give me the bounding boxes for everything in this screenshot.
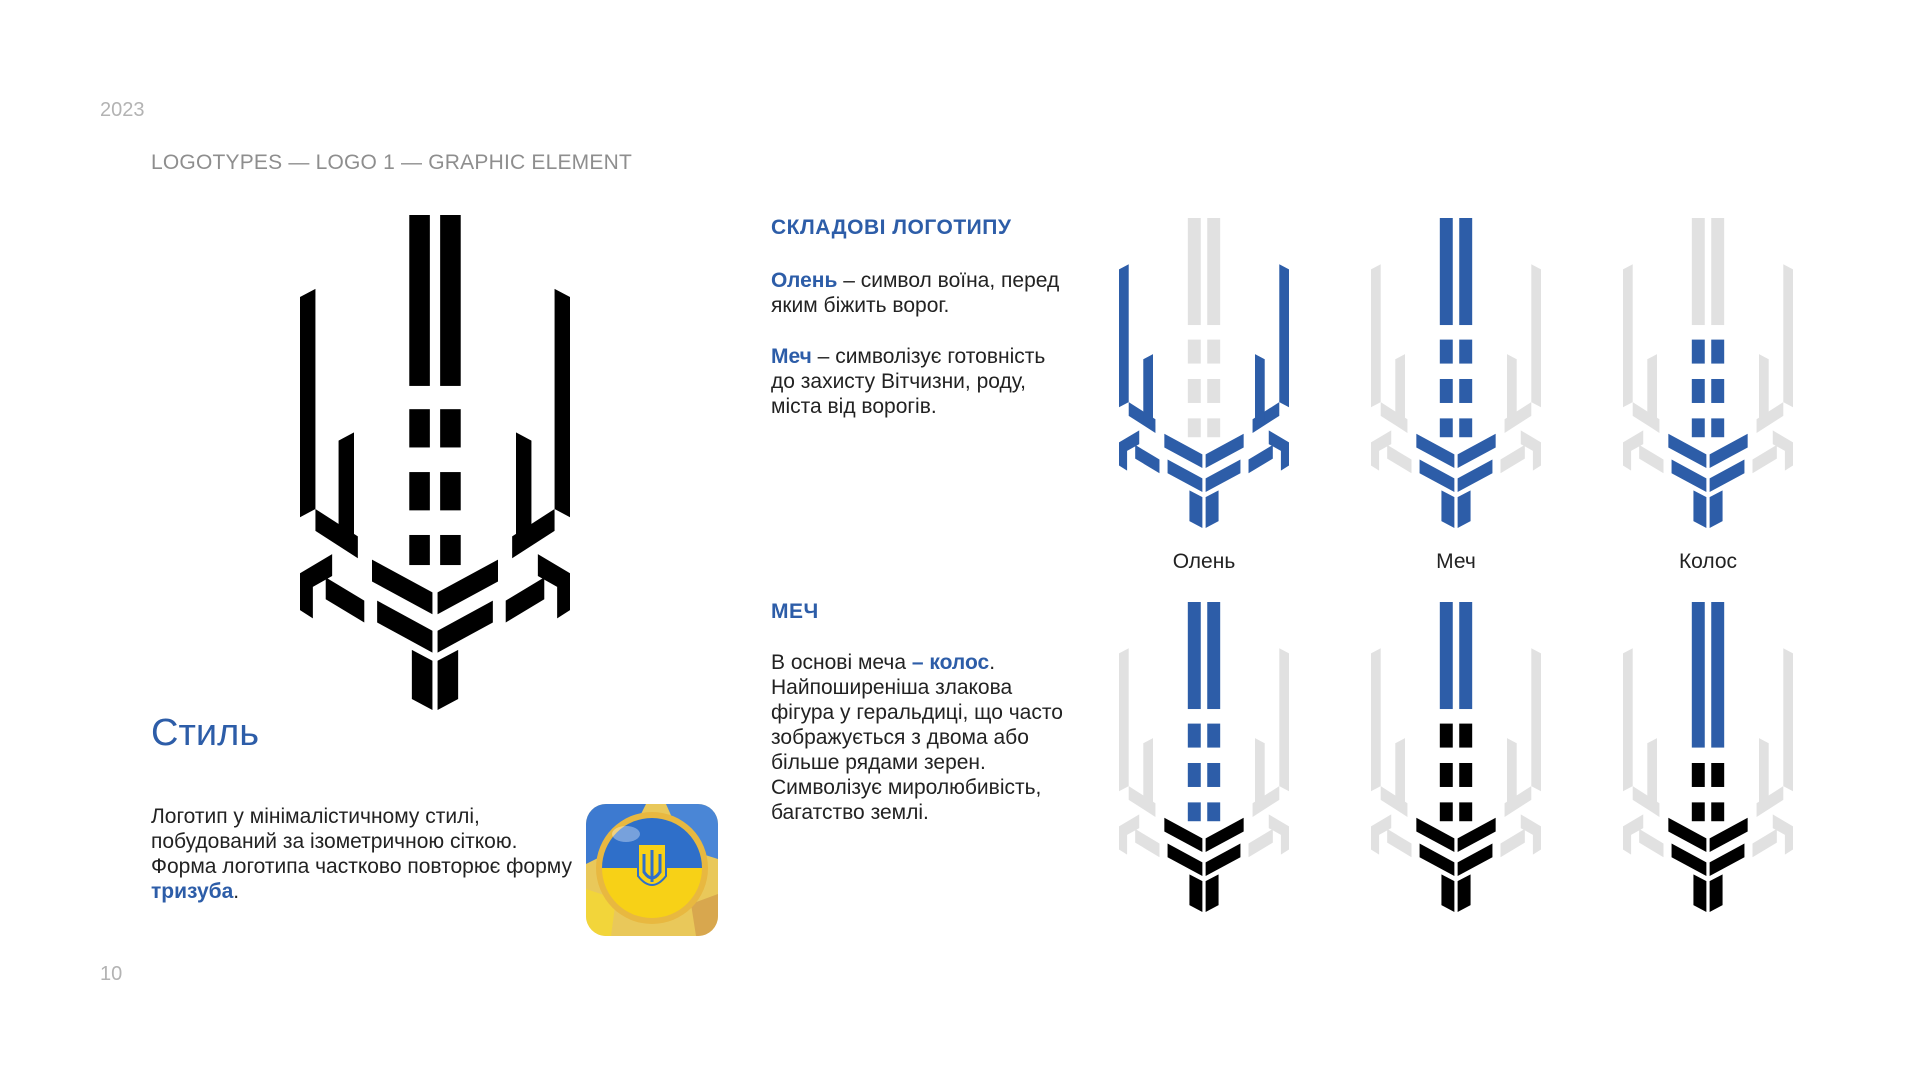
style-description — [151, 804, 581, 904]
component-deer-term: Олень — [771, 269, 838, 292]
sword-dash: – — [911, 651, 930, 674]
variant-sword-blue-grains — [1119, 602, 1289, 912]
breadcrumb: LOGOTYPES — LOGO 1 — GRAPHIC ELEMENT — [151, 151, 632, 174]
component-deer-desc: – символ воїна, перед яким біжить ворог. — [771, 269, 1060, 317]
variant-sword-blue-top — [1623, 602, 1793, 912]
style-section-title: Стиль — [151, 712, 260, 754]
page-number: 10 — [100, 963, 123, 985]
main-logo-graphic — [300, 215, 570, 710]
year-label: 2023 — [100, 99, 145, 121]
sword-text-before: В основі меча — [771, 651, 912, 674]
component-sword-desc: – символізує готовність до захисту Вітчизни, роду, міста від ворогів. — [771, 345, 1046, 418]
component-sword-term: Меч — [771, 345, 812, 368]
variant-ear-highlight — [1623, 218, 1793, 528]
components-title: СКЛАДОВІ ЛОГОТИПУ — [771, 216, 1012, 239]
style-text-after: . — [233, 880, 240, 903]
ukraine-badge-image — [586, 804, 718, 936]
component-deer-text — [771, 268, 1071, 318]
variant-sword-blue-blade — [1371, 602, 1541, 912]
caption-deer: Олень — [1172, 550, 1236, 573]
sword-highlight: колос — [929, 651, 990, 674]
sword-description — [771, 650, 1071, 825]
style-text-before: Логотип у мінімалістичному стилі, побудований за ізометричною сіткою. Форма логотипа частково повторює форму — [151, 805, 572, 878]
variant-deer-highlight — [1119, 218, 1289, 528]
style-highlight: тризуба — [151, 880, 234, 903]
caption-ear: Колос — [1678, 550, 1738, 573]
sword-section-title: МЕЧ — [771, 600, 819, 623]
caption-sword: Меч — [1436, 550, 1476, 573]
sword-text-after: . Найпоширеніша злакова фігура у геральдиці, що часто зображується з двома або більше рядами зерен. Символізує миролюбивість, багатство землі. — [771, 651, 1063, 824]
variant-sword-highlight — [1371, 218, 1541, 528]
component-sword-text — [771, 344, 1071, 419]
